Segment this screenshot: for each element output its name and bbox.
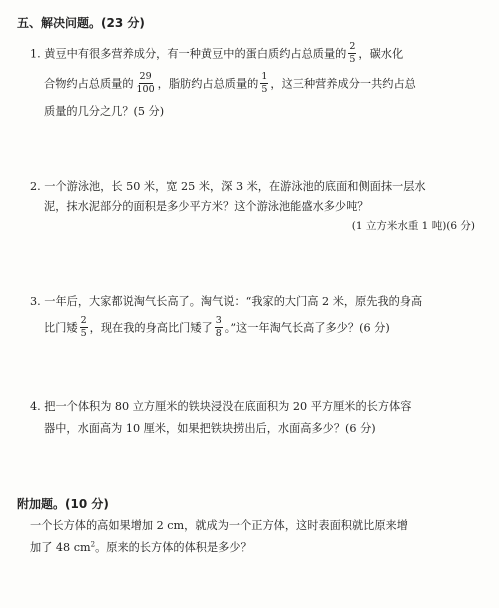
fraction-two-fifths — [348, 42, 356, 65]
question-3-text-b: 比门矮 — [44, 321, 78, 335]
question-1-text-d: ，脂肪约占总质量的 — [157, 77, 259, 91]
question-1-text-b: ，碳水化 — [358, 47, 404, 61]
fraction-denominator: 5 — [80, 328, 87, 339]
fraction-denominator: 8 — [215, 328, 222, 339]
question-1-line-1 — [30, 43, 403, 66]
fraction-numerator: 3 — [215, 315, 222, 326]
question-1-line-2 — [44, 73, 416, 96]
question-4-number: 4. — [30, 400, 41, 413]
bonus-text-b: 。原来的长方体的体积是多少？ — [95, 541, 252, 554]
fraction-two-fifths — [80, 316, 88, 339]
fraction-numerator: 29 — [139, 71, 152, 82]
fraction-three-eighths — [215, 316, 223, 339]
question-1-text-c: 合物约占总质量的 — [44, 77, 134, 91]
question-2-line-2: 泥，抹水泥部分的面积是多少平方米？这个游泳池能盛水多少吨？ — [44, 200, 369, 213]
question-3-number: 3. — [30, 295, 41, 308]
question-3-text-d: 。”这一年淘气长高了多少？(6 分) — [224, 321, 390, 335]
question-1-number: 1. — [30, 47, 41, 61]
fraction-denominator: 5 — [349, 54, 356, 65]
fraction-denominator: 5 — [261, 84, 268, 95]
bonus-line-1: 一个长方体的高如果增加 2 cm，就成为一个正方体，这时表面积就比原来增 — [30, 519, 408, 532]
question-1-text-e: ，这三种营养成分一共约占总 — [270, 77, 416, 91]
question-2-text-a: 一个游泳池，长 50 米，宽 25 米，深 3 米，在游泳池的底面和侧面抹一层水 — [44, 180, 426, 193]
question-3-text-a: 一年后，大家都说淘气长高了。淘气说：“我家的大门高 2 米，原先我的身高 — [44, 295, 423, 308]
bonus-line-2 — [30, 539, 252, 555]
fraction-denominator: 100 — [136, 84, 155, 95]
question-2-note: (1 立方米水重 1 吨)(6 分) — [351, 220, 475, 232]
question-2-number: 2. — [30, 180, 41, 193]
fraction-numerator: 1 — [261, 71, 268, 82]
fraction-numerator: 2 — [349, 41, 356, 52]
bonus-title: 附加题。(10 分) — [17, 497, 109, 511]
section-title: 五、解决问题。(23 分) — [17, 16, 145, 30]
question-3-text-c: ，现在我的身高比门矮了 — [89, 321, 213, 335]
question-4-line-1 — [30, 398, 411, 414]
question-1-line-3: 质量的几分之几？(5 分) — [44, 105, 165, 118]
question-2-line-1 — [30, 178, 426, 194]
question-3-line-2 — [44, 317, 390, 340]
fraction-numerator: 2 — [80, 315, 87, 326]
question-4-text-a: 把一个体积为 80 立方厘米的铁块浸没在底面积为 20 平方厘米的长方体容 — [44, 400, 412, 413]
fraction-29-hundredths — [136, 72, 156, 95]
squared-superscript: 2 — [90, 540, 96, 549]
bonus-text-a: 加了 48 cm — [30, 541, 91, 554]
question-3-line-1 — [30, 293, 422, 309]
fraction-one-fifth — [260, 72, 268, 95]
question-4-line-2: 器中，水面高为 10 厘米，如果把铁块捞出后，水面高多少？(6 分) — [44, 422, 376, 435]
question-1-text-a: 黄豆中有很多营养成分，有一种黄豆中的蛋白质约占总质量的 — [44, 47, 347, 61]
